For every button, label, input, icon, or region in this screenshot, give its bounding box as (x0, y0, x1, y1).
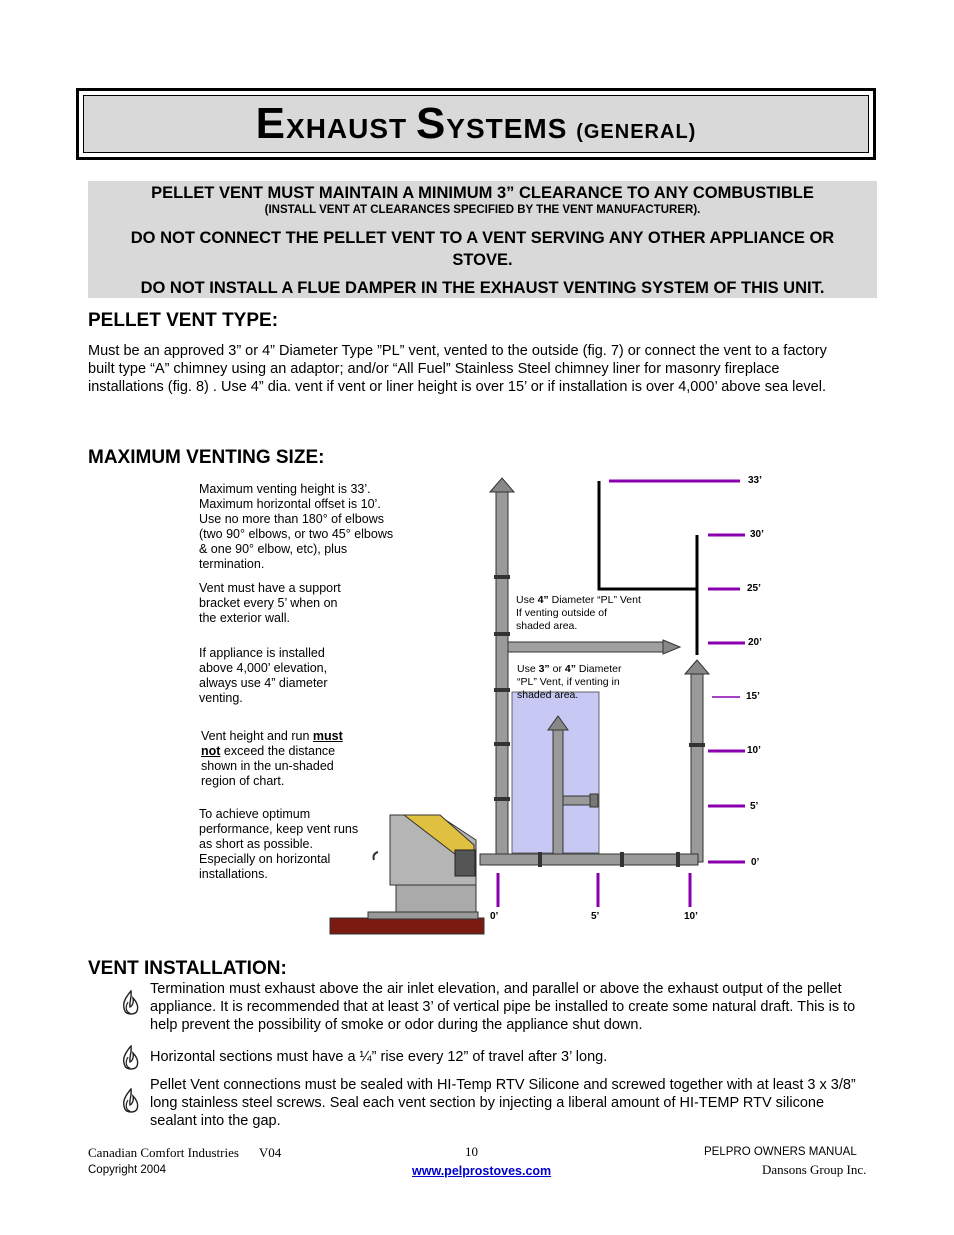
label-4in-vent: Use 4” Diameter “PL” Vent If venting outside of shaded area. (516, 594, 641, 632)
flame-bullet-icon (120, 1088, 142, 1114)
warning-line-1: PELLET VENT MUST MAINTAIN A MINIMUM 3” CLEARANCE TO ANY COMBUSTIBLE (151, 184, 814, 202)
pellet-vent-type-heading: PELLET VENT TYPE: (88, 310, 279, 331)
vertical-pipe-left (490, 478, 514, 860)
footer-group: Dansons Group Inc. (762, 1162, 867, 1177)
warning-line-4: DO NOT INSTALL A FLUE DAMPER IN THE EXHAUST VENTING SYSTEM OF THIS UNIT. (140, 279, 825, 297)
y-label-25: 25’ (747, 583, 761, 594)
horizontal-pipe-base (480, 852, 698, 867)
note-support-bracket: Vent must have a support bracket every 5’ when on the exterior wall. (199, 581, 341, 625)
flame-bullet-icon (120, 1045, 142, 1071)
x-label-5: 5’ (591, 911, 600, 922)
warning-line-3: DO NOT CONNECT THE PELLET VENT TO A VENT SERVING ANY OTHER APPLIANCE OR STOVE. (130, 229, 835, 269)
y-label-5: 5’ (750, 801, 759, 812)
horizontal-pipe-20 (508, 640, 680, 654)
y-label-33: 33’ (748, 475, 762, 486)
note-optimum-performance: To achieve optimum performance, keep vent runs as short as possible. Especially on horizontal installations. (199, 807, 359, 881)
vent-installation-heading: VENT INSTALLATION: (88, 958, 287, 979)
y-label-30: 30’ (750, 529, 764, 540)
footer-page-number: 10 (465, 1144, 478, 1159)
footer-copyright: Copyright 2004 (88, 1164, 166, 1176)
warning-line-2: (INSTALL VENT AT CLEARANCES SPECIFIED BY THE VENT MANUFACTURER). (264, 204, 701, 216)
x-label-10: 10’ (684, 911, 698, 922)
footer-website-link[interactable]: www.pelprostoves.com (412, 1164, 552, 1178)
max-venting-heading: MAXIMUM VENTING SIZE: (88, 447, 325, 468)
pellet-stove (330, 815, 484, 934)
y-label-0: 0’ (751, 857, 760, 868)
y-label-15: 15’ (746, 691, 760, 702)
y-label-20: 20’ (748, 637, 762, 648)
note-max-height: Maximum venting height is 33’. Maximum horizontal offset is 10’. Use no more than 180° of elbows (two 90° elbows, or two 45° elbows & one 90° elbow, etc), plus termination. (199, 482, 394, 571)
bullet-sealing: Pellet Vent connections must be sealed with HI-Temp RTV Silicone and screwed together with at least 3 x 3/8” long stainless steel screws. Seal each vent section by injecting a liberal amount of HI-TEMP RTV silicone sealant into the gap. (150, 1077, 856, 1129)
bullet-horizontal-rise: Horizontal sections must have a ¼” rise every 12” of travel after 3’ long. (150, 1049, 608, 1065)
label-3in-vent: Use 3” or 4” Diameter “PL” Vent, if venting in shaded area. (517, 663, 622, 701)
flame-bullet-icon (120, 990, 142, 1016)
y-label-10: 10’ (747, 745, 761, 756)
bullet-termination: Termination must exhaust above the air inlet elevation, and parallel or above the exhaust output of the pellet appliance. It is recommended that at least 3’ of vertical pipe be installed to create some natural draft. This is to help prevent the possibility of smoke or odor during the appliance shut down. (150, 981, 856, 1033)
footer-manual-title: PELPRO OWNERS MANUAL (704, 1146, 857, 1158)
x-label-0: 0’ (490, 911, 499, 922)
page-title: EXHAUST SYSTEMS (GENERAL) (255, 99, 697, 148)
vertical-pipe-right (685, 660, 709, 862)
footer-company: Canadian Comfort Industries V04 (88, 1145, 282, 1160)
note-must-not-exceed: Vent height and run must not exceed the distance shown in the un-shaded region of chart. (201, 729, 343, 788)
note-elevation: If appliance is installed above 4,000’ elevation, always use 4” diameter venting. (199, 646, 328, 705)
pellet-vent-type-body: Must be an approved 3” or 4” Diameter Type ”PL” vent, vented to the outside (fig. 7) or connect the vent to a factory built type “A” chimney using an adaptor; and/or “All Fuel” Stainless Steel chimney liner for masonry fireplace installations (fig. 8) . Use 4” dia. vent if vent or liner height is over 15’ or if installation is over 4,000’ above sea level. (88, 343, 827, 395)
